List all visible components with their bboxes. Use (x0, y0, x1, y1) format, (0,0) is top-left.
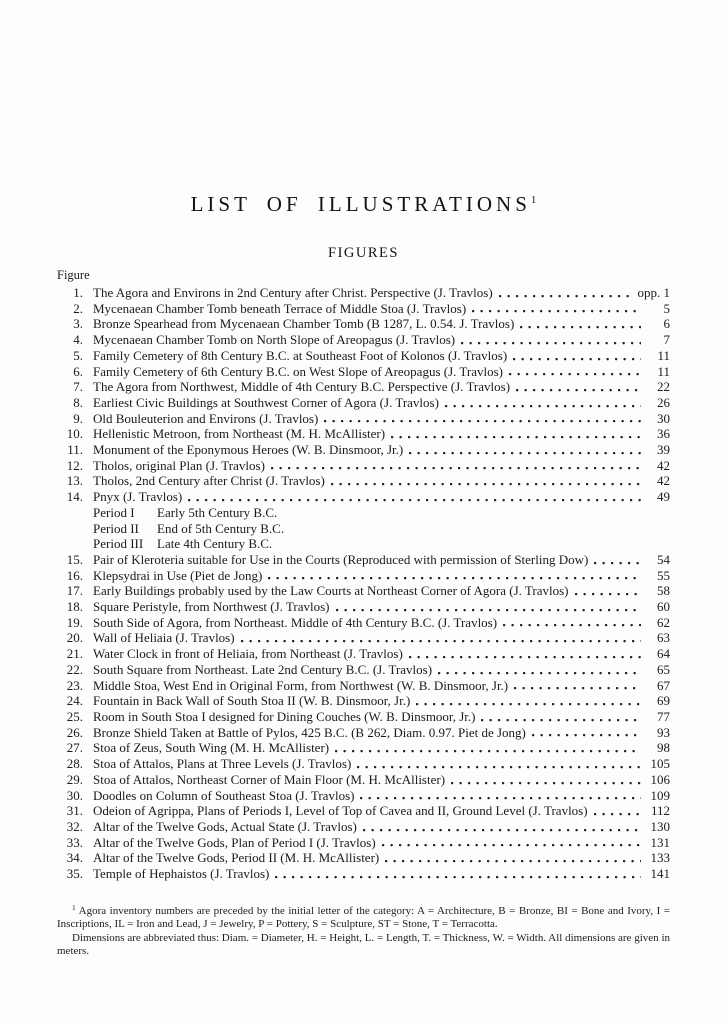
footnote-paragraph-1-text: Agora inventory numbers are preceded by the initial letter of the category: A = Architecture, B = Bronze, BI = Bone and Ivory, I = Inscriptions, IL = Iron and Lead, J = Jewelry, P = Pottery, S = Sculpture, ST = Stone, T = Terracotta. (57, 904, 670, 931)
figure-row (57, 395, 670, 411)
figure-row (57, 646, 670, 662)
figure-number-gap (83, 866, 93, 882)
figure-number: 1. (73, 285, 83, 300)
dot-leader (357, 756, 641, 772)
figure-number-gap (83, 379, 93, 395)
figure-title: Odeion of Agrippa, Plans of Periods I, Level of Top of Cavea and II, Ground Level (J. Travlos) (93, 803, 588, 819)
figure-number: 28. (66, 756, 83, 772)
figure-number: 19. (66, 614, 83, 630)
figure-page-number: 42 (657, 457, 670, 473)
figure-row (57, 379, 670, 395)
figure-number: 29. (66, 771, 83, 787)
dot-leader (472, 301, 641, 317)
figure-title: Pair of Kleroteria suitable for Use in the Courts (Reproduced with permission of Sterling Dow) (93, 551, 589, 567)
figure-number: 2. (73, 300, 83, 316)
figure-number: 35. (66, 866, 83, 882)
figure-page-number: 54 (657, 551, 670, 567)
figure-page-number: 141 (650, 866, 670, 882)
figure-number: 3. (73, 316, 83, 332)
figure-number-gap (83, 552, 93, 568)
figure-page-number: 55 (657, 567, 670, 583)
figure-page-number: 11 (657, 363, 670, 379)
figure-number-gap (83, 835, 93, 851)
figure-row (57, 442, 670, 458)
figure-title: Doodles on Column of Southeast Stoa (J. Travlos) (93, 787, 355, 803)
footnote (57, 901, 670, 959)
figure-title: Middle Stoa, West End in Original Form, from Northwest (W. B. Dinsmoor, Jr.) (93, 677, 509, 693)
dot-leader (594, 803, 641, 819)
page-title (57, 0, 670, 216)
figure-number: 27. (66, 740, 83, 756)
figure-row (57, 301, 670, 317)
figure-number-gap (83, 819, 93, 835)
figure-page-number: 26 (657, 394, 670, 410)
figure-title: Stoa of Attalos, Plans at Three Levels (J. Travlos) (93, 756, 352, 772)
figure-title: Water Clock in front of Heliaia, from Northeast (J. Travlos) (93, 646, 403, 662)
dot-leader (363, 819, 641, 835)
figure-title: Mycenaean Chamber Tomb beneath Terrace of Middle Stoa (J. Travlos) (93, 300, 467, 316)
figure-number: 24. (66, 693, 83, 709)
figure-page-number: 22 (657, 379, 670, 395)
figure-number: 7. (73, 379, 83, 395)
figure-row (57, 709, 670, 725)
figure-number: 23. (66, 677, 83, 693)
figure-number-gap (83, 850, 93, 866)
period-label: Period II (93, 520, 139, 536)
figure-row (57, 835, 670, 851)
dot-leader (416, 693, 641, 709)
dot-leader (499, 285, 635, 301)
dot-leader (409, 442, 641, 458)
figure-number-gap (83, 395, 93, 411)
figure-number-gap (83, 599, 93, 615)
figure-number: 14. (66, 489, 83, 505)
dot-leader (513, 348, 641, 364)
period-label: Period I (93, 504, 135, 520)
figure-title: Mycenaean Chamber Tomb on North Slope of Areopagus (J. Travlos) (93, 332, 456, 348)
figure-title: Earliest Civic Buildings at Southwest Corner of Agora (J. Travlos) (93, 394, 439, 410)
figure-number: 16. (66, 567, 83, 583)
figure-page-number: 7 (663, 332, 670, 348)
figure-period-subline (57, 505, 670, 521)
figure-page-number: 58 (657, 583, 670, 599)
figure-row (57, 725, 670, 741)
figure-number: 18. (66, 599, 83, 615)
page-title-text: LIST OF ILLUSTRATIONS (190, 192, 531, 216)
figure-number-gap (83, 411, 93, 427)
figure-number: 32. (66, 818, 83, 834)
figure-row (57, 411, 670, 427)
figure-row (57, 740, 670, 756)
figure-row (57, 364, 670, 380)
dot-leader (335, 740, 641, 756)
section-heading-figures: FIGURES (328, 245, 399, 261)
figure-number-gap (83, 301, 93, 317)
figure-page-number: 11 (657, 347, 670, 363)
figure-number-gap (83, 332, 93, 348)
figure-page-number: 98 (657, 740, 670, 756)
period-label: Period III (93, 536, 144, 552)
figure-number-gap (83, 662, 93, 678)
figure-page-number: 69 (657, 693, 670, 709)
figure-number-gap (83, 316, 93, 332)
figure-row (57, 426, 670, 442)
figure-number: 12. (66, 457, 83, 473)
period-description: End of 5th Century B.C. (157, 520, 285, 536)
figure-page-number: 39 (657, 442, 670, 458)
figure-number-gap (83, 756, 93, 772)
figure-title: Hellenistic Metroon, from Northeast (M. H. McAllister) (93, 426, 386, 442)
figure-number: 33. (66, 834, 83, 850)
figure-title: Family Cemetery of 6th Century B.C. on West Slope of Areopagus (J. Travlos) (93, 363, 503, 379)
figure-page-number: 5 (663, 300, 670, 316)
figure-title: Family Cemetery of 8th Century B.C. at Southeast Foot of Kolonos (J. Travlos) (93, 347, 508, 363)
figure-number: 5. (73, 347, 83, 363)
figure-page-number: 64 (657, 646, 670, 662)
figure-row (57, 819, 670, 835)
dot-leader (575, 583, 641, 599)
figure-number: 11. (67, 442, 83, 458)
figure-title: Monument of the Eponymous Heroes (W. B. Dinsmoor, Jr.) (93, 442, 404, 458)
figure-number-gap (83, 646, 93, 662)
figure-page-number: 49 (657, 489, 670, 505)
period-description: Late 4th Century B.C. (157, 536, 273, 552)
figure-number: 9. (73, 410, 83, 426)
figure-period-subline (57, 521, 670, 537)
figure-row (57, 316, 670, 332)
dot-leader (331, 473, 641, 489)
dot-leader (520, 316, 641, 332)
figure-row (57, 630, 670, 646)
figure-title: Tholos, 2nd Century after Christ (J. Travlos) (93, 473, 325, 489)
figure-number-gap (83, 803, 93, 819)
figure-number-gap (83, 285, 93, 301)
dot-leader (391, 426, 641, 442)
figure-number-gap (83, 693, 93, 709)
figure-page-number: 109 (650, 787, 670, 803)
figure-page-number: 36 (657, 426, 670, 442)
dot-leader (509, 364, 641, 380)
figure-row (57, 693, 670, 709)
dot-leader (481, 709, 641, 725)
figure-page-number: 105 (650, 756, 670, 772)
dot-leader (275, 866, 641, 882)
figure-number-gap (83, 348, 93, 364)
figure-title: Fountain in Back Wall of South Stoa II (W. B. Dinsmoor, Jr.) (93, 693, 411, 709)
figure-number-gap (83, 426, 93, 442)
figure-number: 26. (66, 724, 83, 740)
figure-row (57, 788, 670, 804)
dot-leader (514, 678, 641, 694)
figure-page-number: 42 (657, 473, 670, 489)
figure-row (57, 599, 670, 615)
dot-leader (336, 599, 641, 615)
figure-page-number: 62 (657, 614, 670, 630)
figure-number: 6. (73, 363, 83, 379)
figure-row (57, 678, 670, 694)
figure-title: Altar of the Twelve Gods, Plan of Period I (J. Travlos) (93, 834, 376, 850)
figure-title: South Side of Agora, from Northeast. Middle of 4th Century B.C. (J. Travlos) (93, 614, 498, 630)
figure-row (57, 615, 670, 631)
figure-page-number: opp. 1 (637, 285, 670, 300)
figure-title: Wall of Heliaia (J. Travlos) (93, 630, 235, 646)
figure-page-number: 30 (657, 410, 670, 426)
footnote-superscript: 1 (72, 902, 76, 912)
figure-page-number: 6 (663, 316, 670, 332)
figure-number-gap (83, 725, 93, 741)
figure-title: Old Bouleuterion and Environs (J. Travlos) (93, 410, 319, 426)
figure-page-number: 131 (650, 834, 670, 850)
figure-number-gap (83, 442, 93, 458)
figure-number: 17. (66, 583, 83, 599)
dot-leader (451, 772, 641, 788)
figure-page-number: 60 (657, 599, 670, 615)
figure-row (57, 756, 670, 772)
dot-leader (324, 411, 641, 427)
figure-number-gap (83, 678, 93, 694)
figure-number: 22. (66, 661, 83, 677)
figure-title: Klepsydrai in Use (Piet de Jong) (93, 567, 263, 583)
figure-number: 4. (73, 332, 83, 348)
figure-number: 25. (66, 708, 83, 724)
figure-row (57, 803, 670, 819)
figure-page-number: 67 (657, 677, 670, 693)
figure-row (57, 489, 670, 505)
figure-page-number: 106 (650, 771, 670, 787)
figure-row (57, 583, 670, 599)
figure-page-number: 133 (650, 850, 670, 866)
figure-number-gap (83, 568, 93, 584)
figure-title: Room in South Stoa I designed for Dining Couches (W. B. Dinsmoor, Jr.) (93, 708, 476, 724)
figure-row (57, 662, 670, 678)
figure-number: 10. (66, 426, 83, 442)
dot-leader (382, 835, 641, 851)
figure-row (57, 568, 670, 584)
page-title-superscript: 1 (530, 194, 537, 206)
figure-list (57, 285, 670, 882)
figure-row (57, 348, 670, 364)
figure-row (57, 458, 670, 474)
figure-page-number: 65 (657, 661, 670, 677)
figure-title: Stoa of Zeus, South Wing (M. H. McAllister) (93, 740, 330, 756)
dot-leader (268, 568, 641, 584)
dot-leader (385, 850, 641, 866)
figure-page-number: 130 (650, 818, 670, 834)
figure-number-gap (83, 364, 93, 380)
figure-number: 13. (66, 473, 83, 489)
dot-leader (594, 552, 641, 568)
figure-row (57, 866, 670, 882)
figure-title: Bronze Shield Taken at Battle of Pylos, 425 B.C. (B 262, Diam. 0.97. Piet de Jong) (93, 724, 526, 740)
figure-number: 31. (66, 803, 83, 819)
figure-page-number: 93 (657, 724, 670, 740)
figure-number-gap (83, 788, 93, 804)
figure-title: South Square from Northeast. Late 2nd Century B.C. (J. Travlos) (93, 661, 433, 677)
dot-leader (445, 395, 641, 411)
figure-number-gap (83, 583, 93, 599)
figure-number-gap (83, 473, 93, 489)
figure-number: 8. (73, 394, 83, 410)
figure-title: Tholos, original Plan (J. Travlos) (93, 457, 265, 473)
dot-leader (188, 489, 641, 505)
figure-row (57, 332, 670, 348)
figure-title: Temple of Hephaistos (J. Travlos) (93, 866, 270, 882)
dot-leader (461, 332, 641, 348)
figure-number-gap (83, 709, 93, 725)
figure-number: 20. (66, 630, 83, 646)
figure-row (57, 473, 670, 489)
figure-title: Bronze Spearhead from Mycenaean Chamber Tomb (B 1287, L. 0.54. J. Travlos) (93, 316, 515, 332)
figure-number: 21. (66, 646, 83, 662)
dot-leader (271, 458, 641, 474)
figure-row (57, 772, 670, 788)
figure-number-gap (83, 458, 93, 474)
figure-title: Square Peristyle, from Northwest (J. Travlos) (93, 599, 330, 615)
figure-row (57, 285, 670, 301)
figure-number-gap (83, 740, 93, 756)
figure-page-number: 63 (657, 630, 670, 646)
period-description: Early 5th Century B.C. (157, 504, 278, 520)
dot-leader (241, 630, 641, 646)
figure-number-gap (83, 615, 93, 631)
figure-number-gap (83, 772, 93, 788)
figure-page-number: 77 (657, 708, 670, 724)
dot-leader (516, 379, 641, 395)
dot-leader (409, 646, 641, 662)
footnote-paragraph-1 (57, 901, 670, 932)
figure-number: 34. (66, 850, 83, 866)
figure-row (57, 850, 670, 866)
figure-number: 15. (66, 551, 83, 567)
dot-leader (438, 662, 641, 678)
figure-title: Stoa of Attalos, Northeast Corner of Main Floor (M. H. McAllister) (93, 771, 446, 787)
figure-title: Early Buildings probably used by the Law Courts at Northeast Corner of Agora (J. Travlos) (93, 583, 569, 599)
figure-number-gap (83, 630, 93, 646)
figure-title: The Agora and Environs in 2nd Century after Christ. Perspective (J. Travlos) (93, 285, 493, 300)
figure-title: Pnyx (J. Travlos) (93, 489, 183, 505)
figure-period-subline (57, 536, 670, 552)
figure-column-label: Figure (57, 268, 90, 282)
dot-leader (532, 725, 641, 741)
figure-number: 30. (66, 787, 83, 803)
figure-title: Altar of the Twelve Gods, Period II (M. H. McAllister) (93, 850, 380, 866)
footnote-paragraph-2: Dimensions are abbreviated thus: Diam. = Diameter, H. = Height, L. = Length, T. = Thickness, W. = Width. All dimensions are given in meters. (57, 931, 670, 957)
dot-leader (360, 788, 641, 804)
figure-title: Altar of the Twelve Gods, Actual State (J. Travlos) (93, 818, 357, 834)
figure-page-number: 112 (650, 803, 670, 819)
figure-number-gap (83, 489, 93, 505)
dot-leader (503, 615, 641, 631)
figure-title: The Agora from Northwest, Middle of 4th Century B.C. Perspective (J. Travlos) (93, 379, 511, 395)
figure-row (57, 552, 670, 568)
